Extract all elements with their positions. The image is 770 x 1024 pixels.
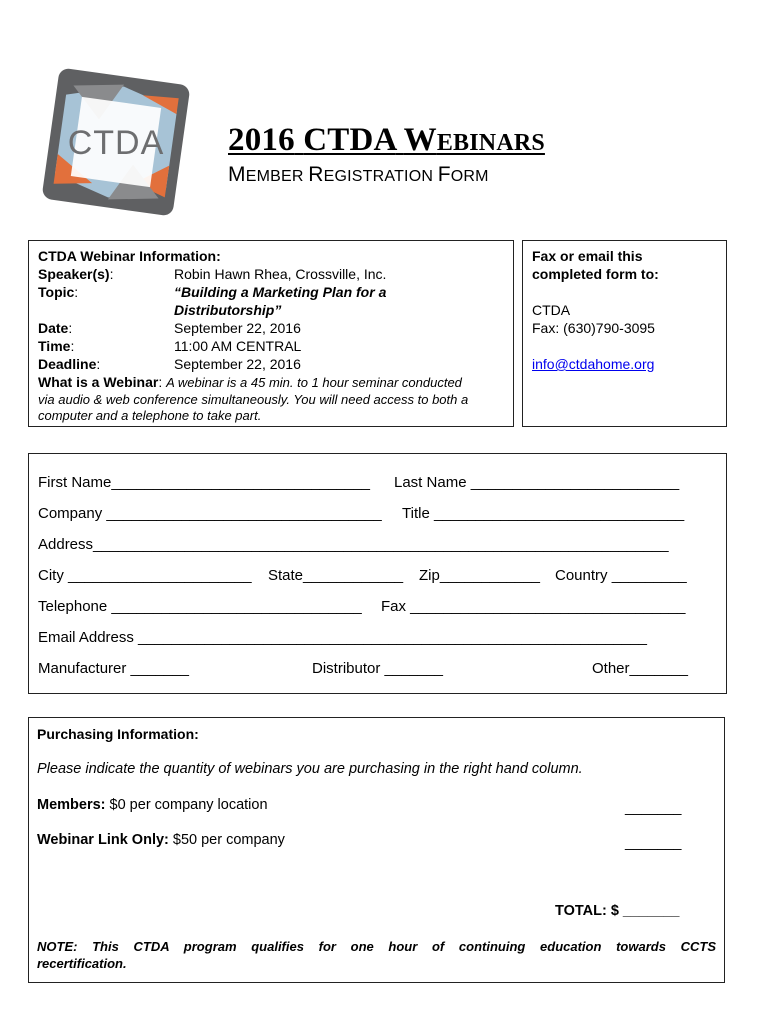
sub-3: ORM [450, 168, 489, 185]
fax-number: Fax: (630)790-3095 [532, 320, 655, 336]
country-field[interactable]: Country _________ [555, 567, 687, 584]
sub-2: EGISTRATION [323, 168, 438, 185]
topic-label-text: Topic [38, 284, 75, 300]
webinar-link-label: Webinar Link Only: [37, 832, 169, 848]
fax-email-box [522, 240, 727, 427]
other-field[interactable]: Other_______ [592, 660, 688, 677]
registration-box [28, 453, 727, 694]
members-text: $0 per company location [105, 797, 268, 813]
speaker-value: Robin Hawn Rhea, Crossville, Inc. [174, 266, 387, 282]
title-org: CTDA [303, 122, 396, 158]
page-subtitle [228, 163, 489, 187]
date-label: Date: [38, 320, 73, 336]
note-line-2: recertification. [37, 956, 127, 971]
title-year: 2016 [228, 122, 295, 158]
what-text-3: computer and a telephone to take part. [38, 408, 262, 423]
fax-heading-2: completed form to: [532, 266, 659, 282]
distributor-field[interactable]: Distributor _______ [312, 660, 443, 677]
email-address-field[interactable]: Email Address _____________________________________________________________ [38, 629, 647, 646]
date-value: September 22, 2016 [174, 320, 301, 336]
logo-text: CTDA [67, 124, 165, 162]
what-text-2: via audio & web conference simultaneously. You will need access to both a [38, 392, 469, 407]
state-field[interactable]: State____________ [268, 567, 404, 584]
members-line [37, 797, 268, 813]
time-value: 11:00 AM CENTRAL [174, 338, 302, 354]
sub-f: F [437, 163, 451, 186]
members-label: Members: [37, 797, 106, 813]
email-link[interactable]: info@ctdahome.org [532, 356, 655, 372]
city-field[interactable]: City ______________________ [38, 567, 252, 584]
deadline-label-text: Deadline [38, 356, 97, 372]
webinar-link-text: $50 per company [168, 832, 285, 848]
speaker-label-text: Speaker(s) [38, 266, 110, 282]
speaker-label: Speaker(s): [38, 266, 114, 282]
date-label-text: Date [38, 320, 69, 336]
deadline-label: Deadline: [38, 356, 101, 372]
sub-m: M [228, 163, 246, 186]
topic-value-1: “Building a Marketing Plan for a [174, 284, 387, 300]
members-quantity-field[interactable]: _______ [625, 800, 682, 816]
topic-value-2: Distributorship” [174, 302, 282, 318]
topic-label: Topic: [38, 284, 79, 300]
fax-field[interactable]: Fax _________________________________ [381, 598, 686, 615]
title-field[interactable]: Title ______________________________ [402, 505, 685, 522]
title-rest: EBINARS [436, 130, 545, 156]
webinar-info-box [28, 240, 514, 427]
sub-r: R [308, 163, 324, 186]
webinar-link-quantity-field[interactable]: _______ [625, 835, 682, 851]
time-label: Time: [38, 338, 75, 354]
zip-field[interactable]: Zip____________ [419, 567, 540, 584]
what-text-1: A webinar is a 45 min. to 1 hour seminar conducted [166, 375, 462, 390]
what-is-webinar: What is a Webinar: A webinar is a 45 min. to 1 hour seminar conducted [38, 374, 462, 390]
time-label-text: Time [38, 338, 71, 354]
note-line-1: NOTE: This CTDA program qualifies for one hour of continuing education towards CCTS [37, 939, 716, 954]
last-name-field[interactable]: Last Name _________________________ [394, 474, 680, 491]
info-heading: CTDA Webinar Information: [38, 248, 221, 264]
fax-org: CTDA [532, 302, 571, 318]
webinar-link-line [37, 832, 285, 848]
telephone-field[interactable]: Telephone ______________________________ [38, 598, 362, 615]
manufacturer-field[interactable]: Manufacturer _______ [38, 660, 189, 677]
email-link-wrapper [532, 355, 654, 373]
deadline-value: September 22, 2016 [174, 356, 301, 372]
total-field[interactable]: TOTAL: $ _______ [555, 903, 680, 919]
purchasing-box [28, 717, 725, 983]
title-w: W [403, 122, 437, 158]
address-field[interactable]: Address_____________________________________________________________________ [38, 536, 669, 553]
what-label: What is a Webinar [38, 374, 159, 390]
purchasing-instruction: Please indicate the quantity of webinars you are purchasing in the right hand column. [37, 761, 583, 777]
company-field[interactable]: Company _________________________________ [38, 505, 382, 522]
sub-1: EMBER [245, 168, 309, 185]
fax-heading-1: Fax or email this [532, 248, 643, 264]
page-title [228, 122, 545, 159]
ctda-logo [36, 62, 196, 222]
purchasing-heading: Purchasing Information: [37, 726, 199, 742]
first-name-field[interactable]: First Name_______________________________ [38, 474, 370, 491]
